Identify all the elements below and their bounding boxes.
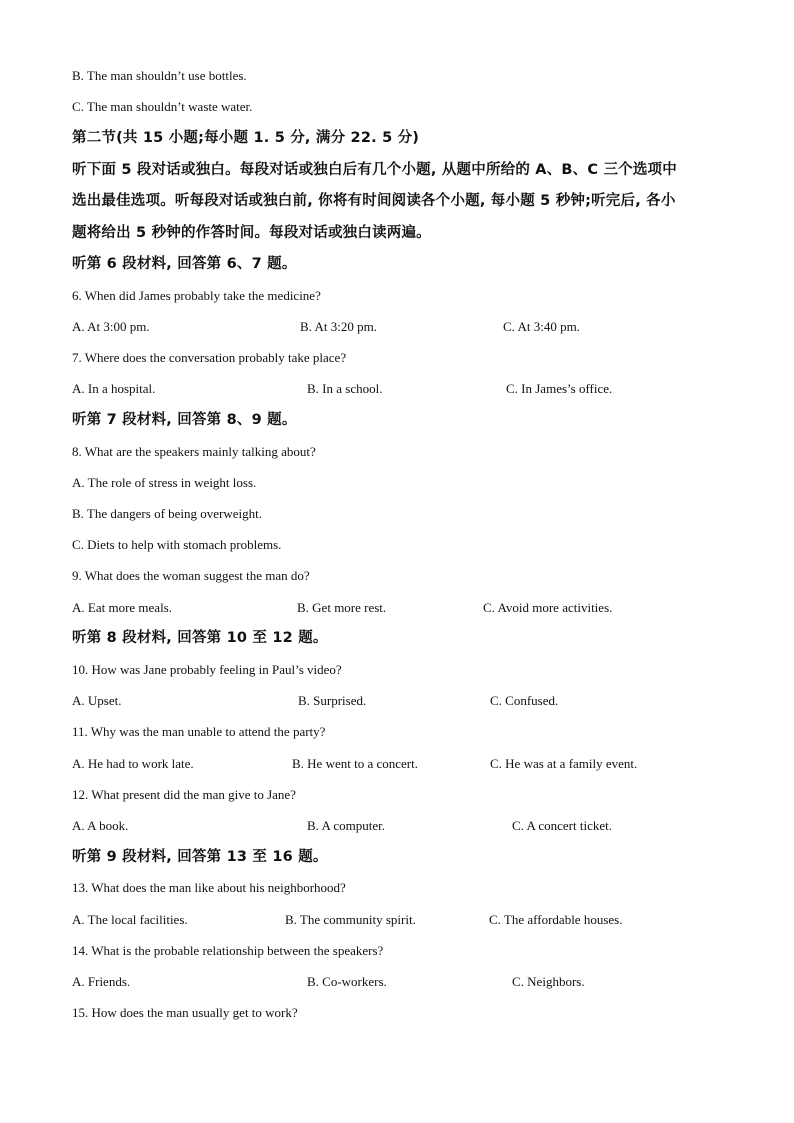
question-12-option-a: A. A book. bbox=[72, 818, 129, 833]
group-heading-9: 听第 9 段材料, 回答第 13 至 16 题。 bbox=[72, 849, 328, 865]
question-8-option-b: B. The dangers of being overweight. bbox=[72, 506, 263, 521]
question-7-option-b: B. In a school. bbox=[307, 381, 383, 396]
question-14-option-c: C. Neighbors. bbox=[512, 974, 585, 989]
question-14-option-b: B. Co-workers. bbox=[307, 974, 387, 989]
question-10-option-a: A. Upset. bbox=[72, 693, 122, 708]
question-10-stem: 10. How was Jane probably feeling in Paul’s video? bbox=[72, 662, 342, 677]
group-heading-8: 听第 8 段材料, 回答第 10 至 12 题。 bbox=[72, 630, 328, 646]
question-6-option-a: A. At 3:00 pm. bbox=[72, 319, 150, 334]
group-heading-6: 听第 6 段材料, 回答第 6、7 题。 bbox=[72, 256, 297, 272]
question-11-option-c: C. He was at a family event. bbox=[490, 756, 638, 771]
question-14-stem: 14. What is the probable relationship between the speakers? bbox=[72, 943, 384, 958]
question-10-option-c: C. Confused. bbox=[490, 693, 559, 708]
group-heading-7: 听第 7 段材料, 回答第 8、9 题。 bbox=[72, 412, 297, 428]
question-13-stem: 13. What does the man like about his neighborhood? bbox=[72, 880, 346, 895]
question-6-stem: 6. When did James probably take the medicine? bbox=[72, 288, 321, 303]
section-instruction-3: 题将给出 5 秒钟的作答时间。每段对话或独白读两遍。 bbox=[72, 225, 431, 241]
section-heading: 第二节(共 15 小题;每小题 1. 5 分, 满分 22. 5 分) bbox=[72, 130, 420, 146]
question-11-option-b: B. He went to a concert. bbox=[292, 756, 418, 771]
question-15-stem: 15. How does the man usually get to work? bbox=[72, 1005, 298, 1020]
question-13-option-c: C. The affordable houses. bbox=[489, 912, 623, 927]
question-9-option-b: B. Get more rest. bbox=[297, 600, 387, 615]
question-10-option-b: B. Surprised. bbox=[298, 693, 367, 708]
section-instruction-1: 听下面 5 段对话或独白。每段对话或独白后有几个小题, 从题中所给的 A、B、C 三个选项中 bbox=[72, 162, 677, 178]
question-6-option-b: B. At 3:20 pm. bbox=[300, 319, 377, 334]
question-9-stem: 9. What does the woman suggest the man do? bbox=[72, 568, 310, 583]
question-7-option-a: A. In a hospital. bbox=[72, 381, 156, 396]
option-c-prev: C. The man shouldn’t waste water. bbox=[72, 99, 253, 114]
question-12-stem: 12. What present did the man give to Jane? bbox=[72, 787, 296, 802]
question-8-option-a: A. The role of stress in weight loss. bbox=[72, 475, 257, 490]
question-14-option-a: A. Friends. bbox=[72, 974, 131, 989]
question-12-option-c: C. A concert ticket. bbox=[512, 818, 613, 833]
question-9-option-c: C. Avoid more activities. bbox=[483, 600, 613, 615]
question-6-option-c: C. At 3:40 pm. bbox=[503, 319, 580, 334]
question-11-stem: 11. Why was the man unable to attend the party? bbox=[72, 724, 326, 739]
question-7-stem: 7. Where does the conversation probably take place? bbox=[72, 350, 347, 365]
question-7-option-c: C. In James’s office. bbox=[506, 381, 613, 396]
question-13-option-b: B. The community spirit. bbox=[285, 912, 416, 927]
question-8-stem: 8. What are the speakers mainly talking about? bbox=[72, 444, 316, 459]
question-12-option-b: B. A computer. bbox=[307, 818, 385, 833]
question-8-option-c: C. Diets to help with stomach problems. bbox=[72, 537, 282, 552]
question-11-option-a: A. He had to work late. bbox=[72, 756, 194, 771]
option-b-prev: B. The man shouldn’t use bottles. bbox=[72, 68, 247, 83]
question-9-option-a: A. Eat more meals. bbox=[72, 600, 172, 615]
question-13-option-a: A. The local facilities. bbox=[72, 912, 188, 927]
section-instruction-2: 选出最佳选项。听每段对话或独白前, 你将有时间阅读各个小题, 每小题 5 秒钟;听完后, 各小 bbox=[72, 193, 676, 209]
